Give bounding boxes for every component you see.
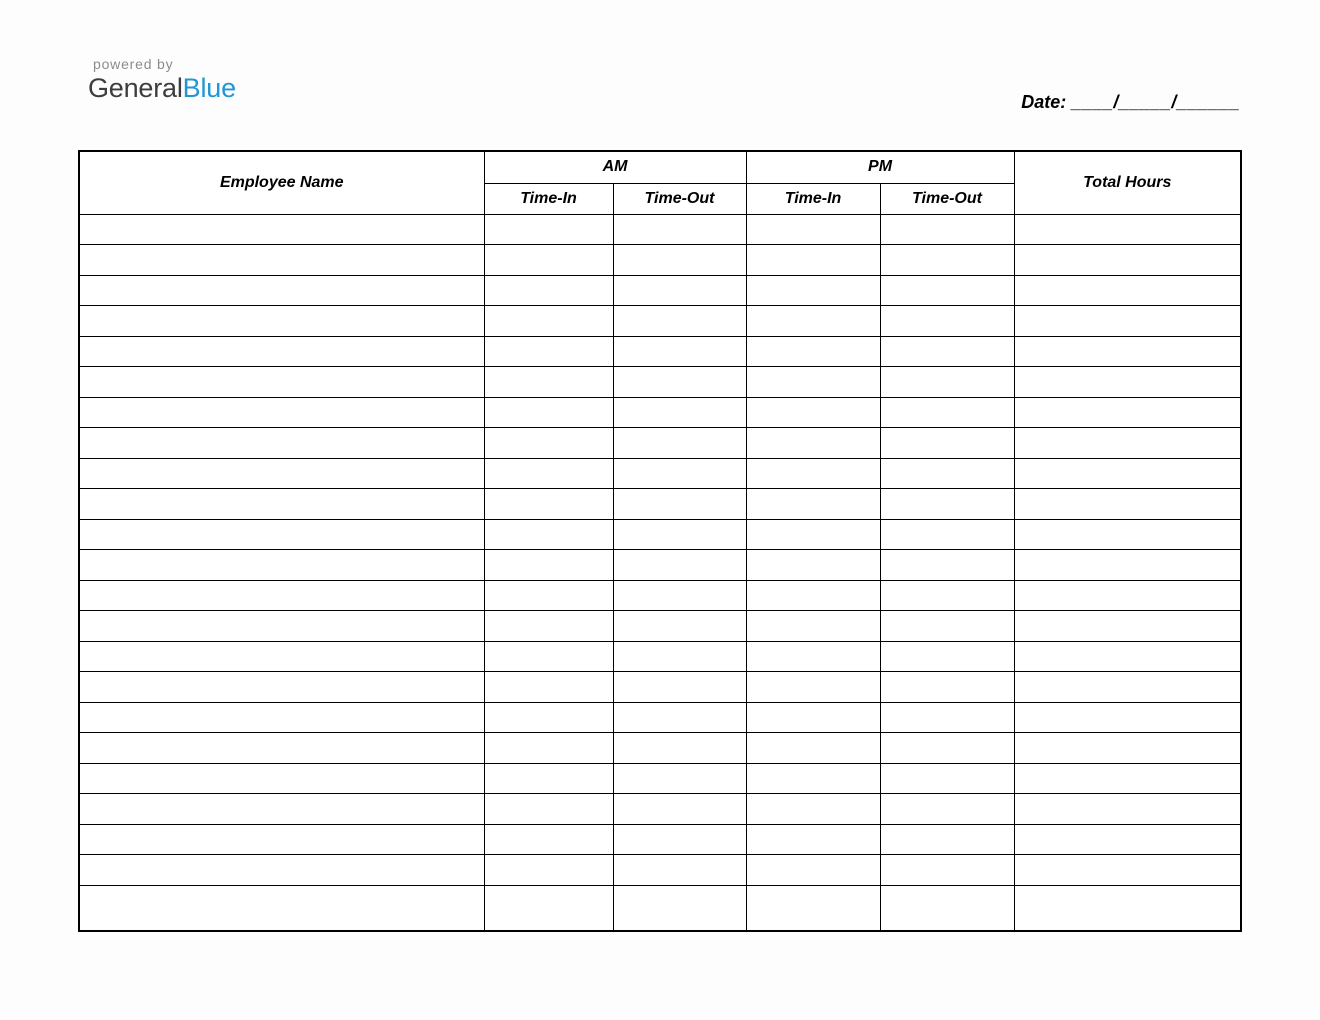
- cell-am-time-out[interactable]: [613, 550, 746, 581]
- cell-am-time-out[interactable]: [613, 489, 746, 520]
- cell-pm-time-in[interactable]: [746, 519, 880, 550]
- timesheet-body: [79, 214, 1241, 931]
- cell-employee-name[interactable]: [79, 519, 484, 550]
- cell-am-time-in[interactable]: [484, 336, 613, 367]
- cell-am-time-out[interactable]: [613, 214, 746, 245]
- cell-pm-time-in[interactable]: [746, 885, 880, 931]
- cell-am-time-in[interactable]: [484, 367, 613, 398]
- cell-am-time-out[interactable]: [613, 367, 746, 398]
- header-employee-name: Employee Name: [79, 151, 484, 214]
- cell-am-time-in[interactable]: [484, 611, 613, 642]
- cell-total-hours[interactable]: [1014, 641, 1241, 672]
- cell-am-time-in[interactable]: [484, 550, 613, 581]
- table-row: [79, 367, 1241, 398]
- cell-pm-time-out[interactable]: [880, 428, 1014, 459]
- cell-total-hours[interactable]: [1014, 611, 1241, 642]
- cell-total-hours[interactable]: [1014, 794, 1241, 825]
- cell-employee-name[interactable]: [79, 550, 484, 581]
- cell-employee-name[interactable]: [79, 336, 484, 367]
- cell-am-time-in[interactable]: [484, 672, 613, 703]
- cell-total-hours[interactable]: [1014, 275, 1241, 306]
- cell-total-hours[interactable]: [1014, 519, 1241, 550]
- cell-am-time-out[interactable]: [613, 794, 746, 825]
- cell-am-time-out[interactable]: [613, 885, 746, 931]
- cell-employee-name[interactable]: [79, 245, 484, 276]
- cell-pm-time-in[interactable]: [746, 428, 880, 459]
- cell-employee-name[interactable]: [79, 855, 484, 886]
- cell-pm-time-out[interactable]: [880, 580, 1014, 611]
- cell-pm-time-in[interactable]: [746, 458, 880, 489]
- cell-employee-name[interactable]: [79, 611, 484, 642]
- cell-employee-name[interactable]: [79, 489, 484, 520]
- cell-total-hours[interactable]: [1014, 428, 1241, 459]
- cell-total-hours[interactable]: [1014, 245, 1241, 276]
- cell-am-time-out[interactable]: [613, 702, 746, 733]
- brand-name: [88, 73, 236, 103]
- cell-total-hours[interactable]: [1014, 763, 1241, 794]
- date-fill-in-blanks[interactable]: ____/_____/______: [1071, 92, 1240, 112]
- table-row: [79, 702, 1241, 733]
- cell-employee-name[interactable]: [79, 580, 484, 611]
- date-label: Date:: [1021, 92, 1067, 112]
- cell-pm-time-out[interactable]: [880, 611, 1014, 642]
- cell-pm-time-in[interactable]: [746, 672, 880, 703]
- cell-pm-time-in[interactable]: [746, 855, 880, 886]
- table-row: [79, 397, 1241, 428]
- cell-pm-time-out[interactable]: [880, 733, 1014, 764]
- cell-employee-name[interactable]: [79, 824, 484, 855]
- general-blue-logo: [88, 56, 236, 103]
- table-row: [79, 611, 1241, 642]
- cell-total-hours[interactable]: [1014, 672, 1241, 703]
- table-row: [79, 489, 1241, 520]
- cell-am-time-in[interactable]: [484, 214, 613, 245]
- cell-am-time-out[interactable]: [613, 733, 746, 764]
- cell-total-hours[interactable]: [1014, 702, 1241, 733]
- cell-total-hours[interactable]: [1014, 458, 1241, 489]
- cell-pm-time-in[interactable]: [746, 245, 880, 276]
- cell-employee-name[interactable]: [79, 641, 484, 672]
- table-row: [79, 275, 1241, 306]
- cell-am-time-in[interactable]: [484, 794, 613, 825]
- cell-pm-time-out[interactable]: [880, 367, 1014, 398]
- cell-employee-name[interactable]: [79, 885, 484, 931]
- cell-pm-time-in[interactable]: [746, 275, 880, 306]
- cell-pm-time-out[interactable]: [880, 245, 1014, 276]
- table-row: [79, 580, 1241, 611]
- cell-pm-time-out[interactable]: [880, 519, 1014, 550]
- cell-pm-time-out[interactable]: [880, 306, 1014, 337]
- cell-employee-name[interactable]: [79, 672, 484, 703]
- cell-pm-time-out[interactable]: [880, 885, 1014, 931]
- cell-am-time-in[interactable]: [484, 763, 613, 794]
- header-pm-time-out: Time-Out: [880, 183, 1014, 214]
- table-row: [79, 794, 1241, 825]
- cell-pm-time-out[interactable]: [880, 458, 1014, 489]
- cell-am-time-out[interactable]: [613, 336, 746, 367]
- powered-by-text: powered by: [93, 56, 174, 72]
- cell-total-hours[interactable]: [1014, 550, 1241, 581]
- timesheet-table: [78, 150, 1242, 932]
- cell-pm-time-out[interactable]: [880, 641, 1014, 672]
- cell-total-hours[interactable]: [1014, 336, 1241, 367]
- cell-total-hours[interactable]: [1014, 489, 1241, 520]
- cell-am-time-in[interactable]: [484, 824, 613, 855]
- cell-employee-name[interactable]: [79, 702, 484, 733]
- cell-am-time-out[interactable]: [613, 306, 746, 337]
- cell-pm-time-in[interactable]: [746, 336, 880, 367]
- table-row: [79, 824, 1241, 855]
- cell-employee-name[interactable]: [79, 306, 484, 337]
- cell-total-hours[interactable]: [1014, 733, 1241, 764]
- cell-pm-time-in[interactable]: [746, 824, 880, 855]
- cell-am-time-out[interactable]: [613, 580, 746, 611]
- header-total-hours: Total Hours: [1014, 151, 1241, 214]
- cell-pm-time-out[interactable]: [880, 214, 1014, 245]
- cell-pm-time-in[interactable]: [746, 794, 880, 825]
- cell-total-hours[interactable]: [1014, 367, 1241, 398]
- header-row-groups: [79, 151, 1241, 183]
- cell-pm-time-in[interactable]: [746, 489, 880, 520]
- cell-pm-time-in[interactable]: [746, 641, 880, 672]
- cell-pm-time-out[interactable]: [880, 702, 1014, 733]
- cell-pm-time-in[interactable]: [746, 550, 880, 581]
- table-row: [79, 519, 1241, 550]
- cell-am-time-out[interactable]: [613, 763, 746, 794]
- cell-am-time-in[interactable]: [484, 702, 613, 733]
- cell-pm-time-out[interactable]: [880, 763, 1014, 794]
- table-row: [79, 214, 1241, 245]
- cell-total-hours[interactable]: [1014, 306, 1241, 337]
- cell-pm-time-in[interactable]: [746, 367, 880, 398]
- cell-am-time-in[interactable]: [484, 458, 613, 489]
- table-row: [79, 550, 1241, 581]
- cell-am-time-out[interactable]: [613, 245, 746, 276]
- cell-am-time-in[interactable]: [484, 641, 613, 672]
- cell-employee-name[interactable]: [79, 275, 484, 306]
- cell-am-time-out[interactable]: [613, 519, 746, 550]
- cell-am-time-in[interactable]: [484, 733, 613, 764]
- table-row: [79, 245, 1241, 276]
- cell-am-time-in[interactable]: [484, 245, 613, 276]
- cell-pm-time-out[interactable]: [880, 275, 1014, 306]
- cell-employee-name[interactable]: [79, 367, 484, 398]
- cell-employee-name[interactable]: [79, 794, 484, 825]
- cell-pm-time-in[interactable]: [746, 611, 880, 642]
- cell-pm-time-in[interactable]: [746, 306, 880, 337]
- cell-am-time-out[interactable]: [613, 824, 746, 855]
- cell-am-time-in[interactable]: [484, 855, 613, 886]
- cell-pm-time-out[interactable]: [880, 855, 1014, 886]
- cell-employee-name[interactable]: [79, 458, 484, 489]
- header-am-time-in: Time-In: [484, 183, 613, 214]
- cell-am-time-out[interactable]: [613, 275, 746, 306]
- cell-am-time-out[interactable]: [613, 855, 746, 886]
- table-row: [79, 458, 1241, 489]
- cell-am-time-in[interactable]: [484, 489, 613, 520]
- cell-total-hours[interactable]: [1014, 397, 1241, 428]
- cell-pm-time-out[interactable]: [880, 336, 1014, 367]
- cell-pm-time-in[interactable]: [746, 580, 880, 611]
- header-pm-group: PM: [746, 151, 1014, 183]
- cell-total-hours[interactable]: [1014, 824, 1241, 855]
- cell-employee-name[interactable]: [79, 733, 484, 764]
- brand-blue-text: Blue: [182, 73, 236, 103]
- cell-total-hours[interactable]: [1014, 855, 1241, 886]
- cell-am-time-in[interactable]: [484, 580, 613, 611]
- cell-pm-time-in[interactable]: [746, 733, 880, 764]
- brand-general-text: General: [88, 73, 183, 103]
- date-line: [1021, 92, 1240, 113]
- table-row: [79, 336, 1241, 367]
- cell-employee-name[interactable]: [79, 428, 484, 459]
- cell-employee-name[interactable]: [79, 397, 484, 428]
- header-am-group: AM: [484, 151, 746, 183]
- table-row: [79, 306, 1241, 337]
- cell-employee-name[interactable]: [79, 214, 484, 245]
- table-row: [79, 885, 1241, 931]
- header-pm-time-in: Time-In: [746, 183, 880, 214]
- cell-am-time-out[interactable]: [613, 428, 746, 459]
- cell-am-time-out[interactable]: [613, 458, 746, 489]
- cell-am-time-in[interactable]: [484, 275, 613, 306]
- table-row: [79, 763, 1241, 794]
- cell-am-time-out[interactable]: [613, 672, 746, 703]
- cell-employee-name[interactable]: [79, 763, 484, 794]
- cell-pm-time-out[interactable]: [880, 550, 1014, 581]
- table-row: [79, 428, 1241, 459]
- cell-am-time-out[interactable]: [613, 611, 746, 642]
- cell-pm-time-out[interactable]: [880, 672, 1014, 703]
- cell-total-hours[interactable]: [1014, 214, 1241, 245]
- cell-am-time-in[interactable]: [484, 519, 613, 550]
- cell-pm-time-in[interactable]: [746, 763, 880, 794]
- cell-am-time-out[interactable]: [613, 397, 746, 428]
- cell-am-time-in[interactable]: [484, 306, 613, 337]
- cell-am-time-in[interactable]: [484, 397, 613, 428]
- cell-pm-time-out[interactable]: [880, 397, 1014, 428]
- cell-pm-time-out[interactable]: [880, 489, 1014, 520]
- cell-pm-time-in[interactable]: [746, 397, 880, 428]
- table-row: [79, 855, 1241, 886]
- cell-pm-time-in[interactable]: [746, 214, 880, 245]
- table-row: [79, 733, 1241, 764]
- header-am-time-out: Time-Out: [613, 183, 746, 214]
- cell-total-hours[interactable]: [1014, 885, 1241, 931]
- cell-pm-time-out[interactable]: [880, 794, 1014, 825]
- cell-am-time-in[interactable]: [484, 885, 613, 931]
- cell-pm-time-out[interactable]: [880, 824, 1014, 855]
- cell-total-hours[interactable]: [1014, 580, 1241, 611]
- cell-am-time-in[interactable]: [484, 428, 613, 459]
- cell-am-time-out[interactable]: [613, 641, 746, 672]
- table-row: [79, 641, 1241, 672]
- table-row: [79, 672, 1241, 703]
- cell-pm-time-in[interactable]: [746, 702, 880, 733]
